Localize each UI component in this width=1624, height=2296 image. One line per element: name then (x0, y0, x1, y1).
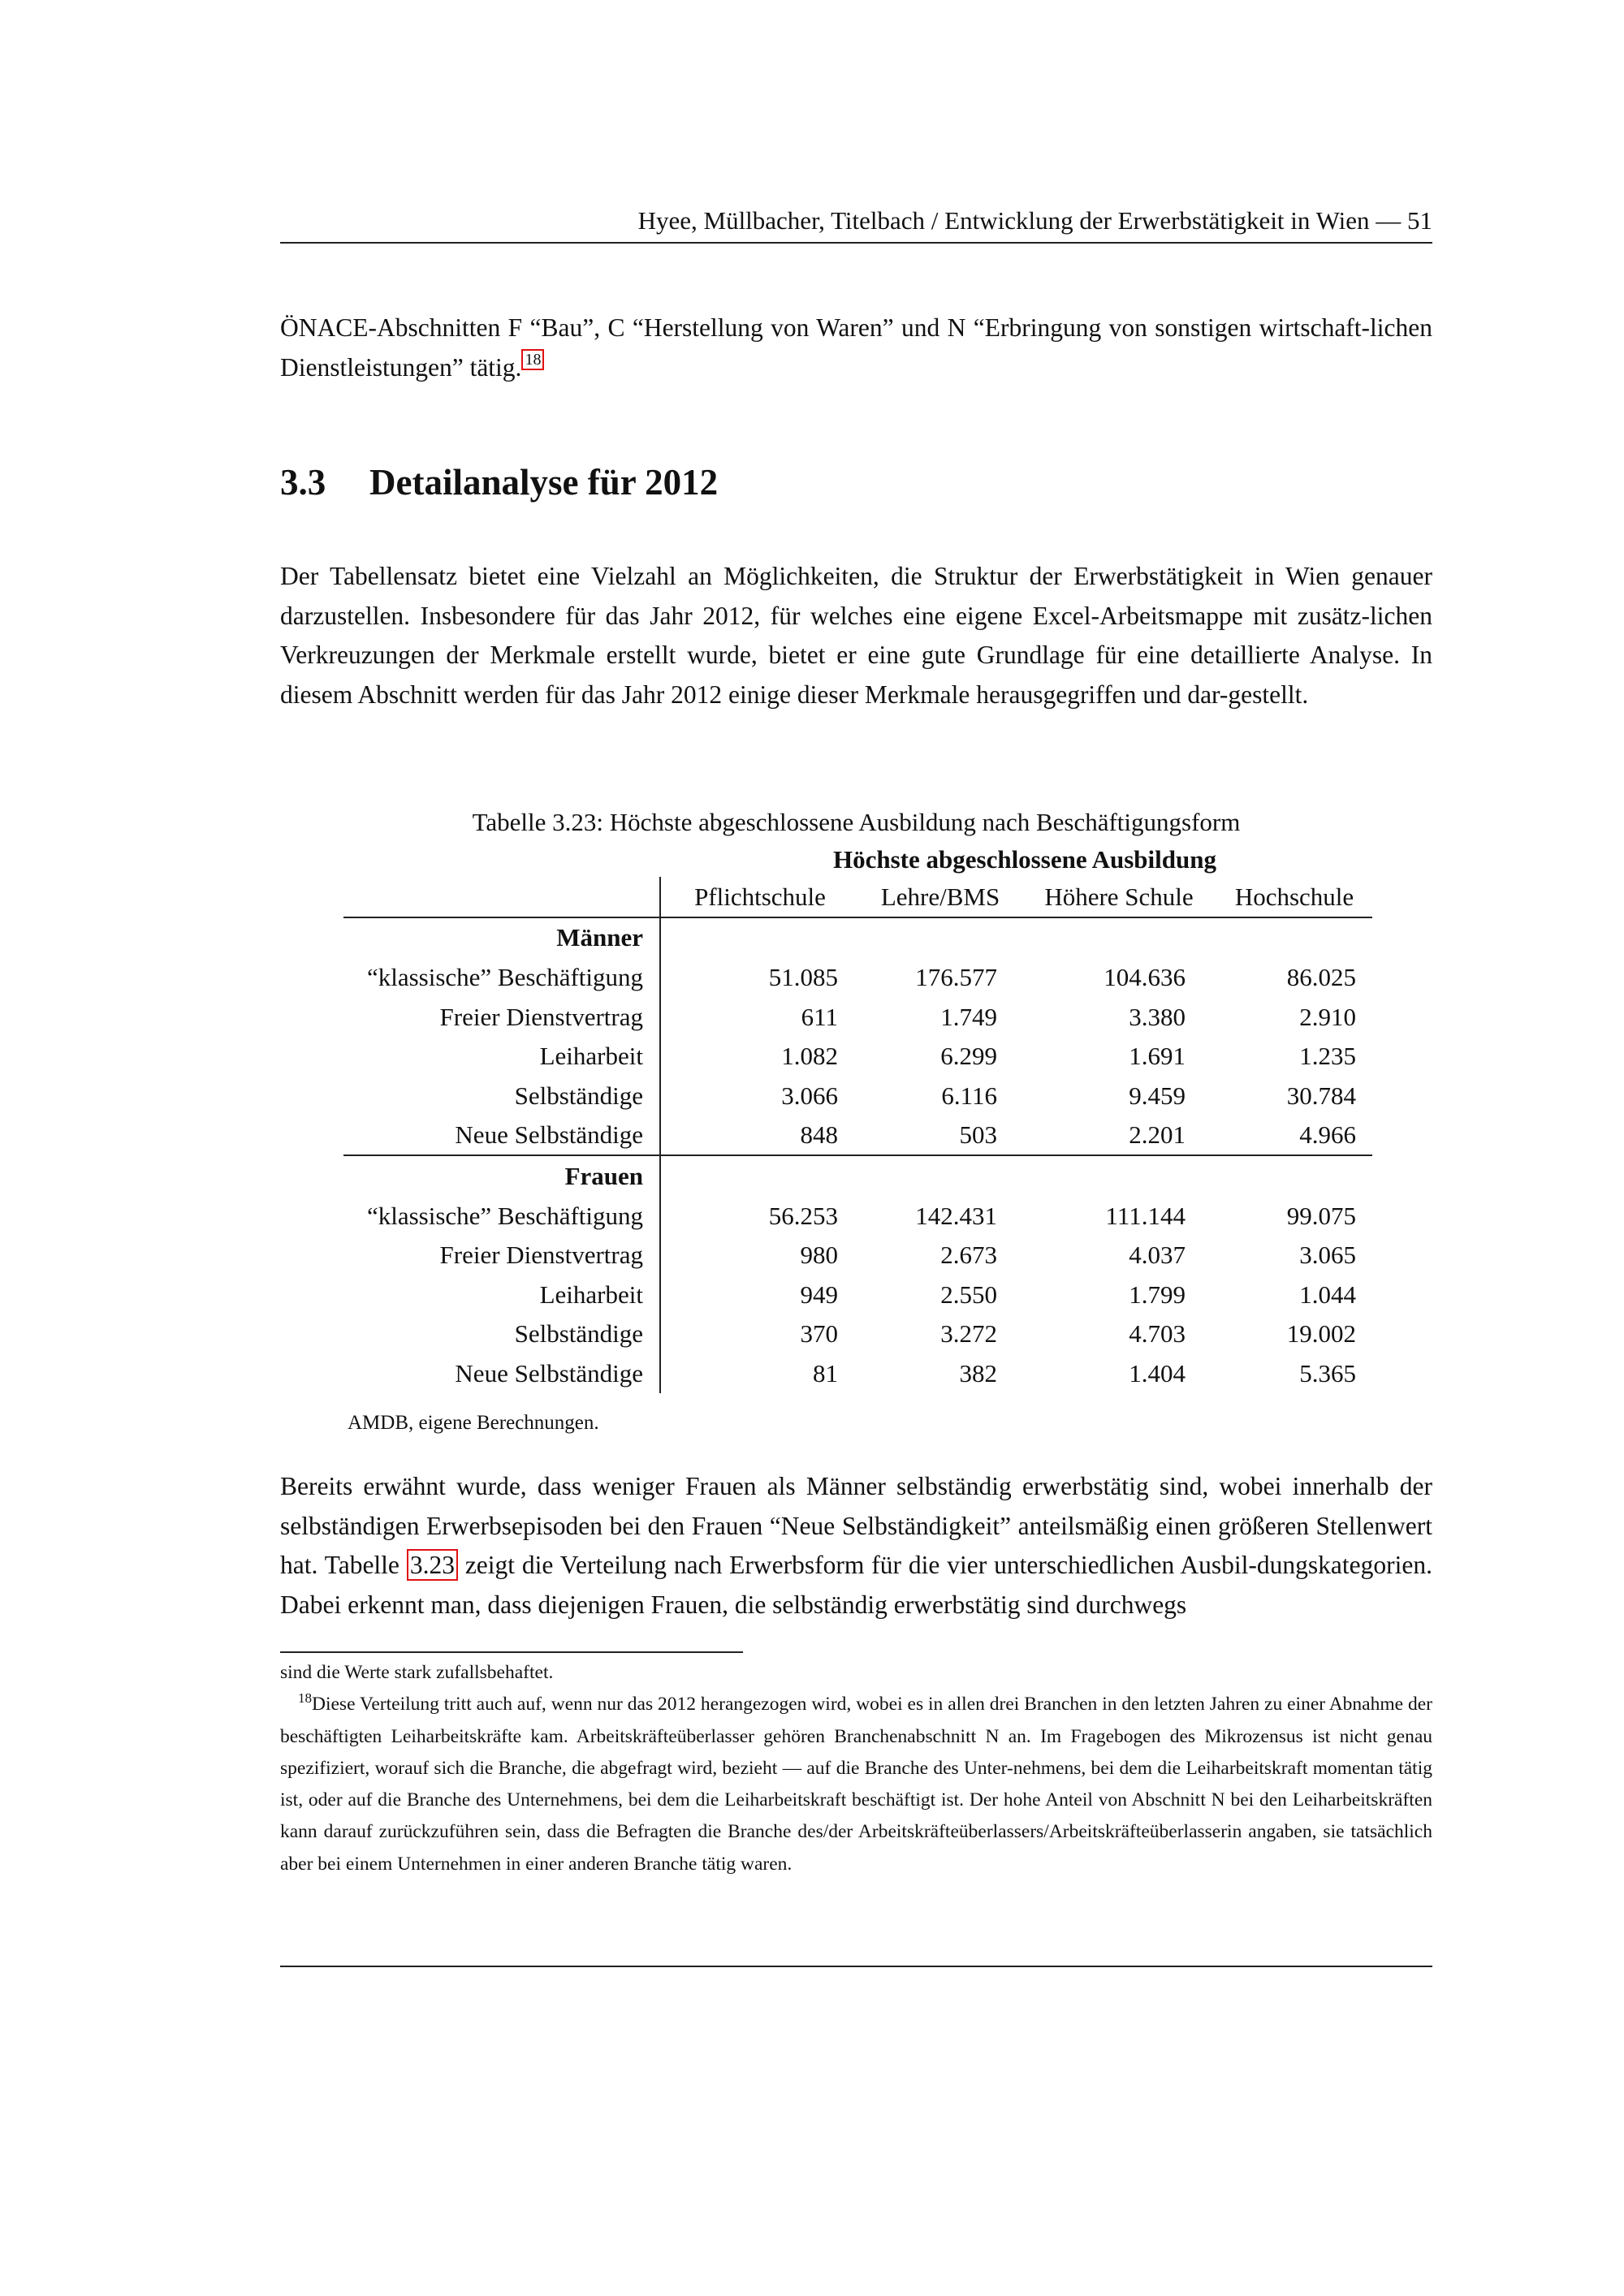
footnotes (280, 1657, 1432, 1880)
row-label: Neue Selbständige (343, 1353, 660, 1393)
table-row (343, 997, 1372, 1037)
cell: 4.037 (1129, 1241, 1186, 1270)
cell: 3.272 (940, 1319, 997, 1349)
cell: 5.365 (1299, 1358, 1356, 1388)
cell: 30.784 (1286, 1081, 1356, 1110)
cell: 1.691 (1129, 1042, 1186, 1071)
cell: 99.075 (1286, 1201, 1356, 1230)
cell: 4.966 (1216, 1116, 1372, 1156)
cell: 611 (801, 1002, 838, 1031)
row-label: “klassische” Beschäftigung (343, 1196, 660, 1236)
cell: 382 (959, 1358, 997, 1388)
cell: 980 (800, 1241, 838, 1270)
cell: 176.577 (915, 962, 997, 991)
row-label: Leiharbeit (343, 1275, 660, 1314)
table-row (343, 1076, 1372, 1116)
cell: 1.082 (781, 1042, 838, 1071)
cell: 51.085 (768, 962, 838, 991)
cell: 81 (813, 1358, 838, 1388)
running-header (280, 203, 1432, 244)
group-row-frauen (343, 1155, 1372, 1196)
cell: 111.144 (1105, 1201, 1186, 1230)
group-label: Frauen (343, 1155, 660, 1196)
footnote-rule (280, 1651, 743, 1653)
column-header: Hochschule (1216, 877, 1372, 917)
table-row (343, 1314, 1372, 1354)
table-row (343, 957, 1372, 997)
cell: 6.116 (941, 1081, 997, 1110)
cell: 1.749 (940, 1002, 997, 1031)
cell: 2.910 (1299, 1002, 1356, 1031)
table-row (343, 1275, 1372, 1314)
bottom-rule (280, 1966, 1432, 1967)
row-label: Selbständige (343, 1314, 660, 1354)
row-label: Neue Selbständige (343, 1116, 660, 1156)
cell: 370 (800, 1319, 838, 1349)
group-label: Männer (343, 917, 660, 958)
footnote-18 (280, 1689, 1432, 1880)
table-source-note: AMDB, eigene Berechnungen. (348, 1412, 599, 1434)
row-label: Freier Dienstvertrag (343, 997, 660, 1037)
group-row-maenner (343, 917, 1372, 958)
table-row (343, 1196, 1372, 1236)
cell: 2.201 (1021, 1116, 1216, 1156)
table-ref-link[interactable]: 3.23 (407, 1549, 458, 1581)
column-header: Pflichtschule (660, 877, 859, 917)
cell: 3.065 (1299, 1241, 1356, 1270)
cell: 104.636 (1104, 962, 1186, 991)
paragraph2-after: zeigt die Verteilung nach Erwerbsform für die vier unterschiedlichen Ausbil-dungskategorien. Dabei erkennt man, dass diejenigen Frauen, die selbständig erwerbstätig sind durchwegs (280, 1551, 1432, 1619)
row-label: “klassische” Beschäftigung (343, 957, 660, 997)
table-row (343, 1235, 1372, 1275)
running-title: Hyee, Müllbacher, Titelbach / Entwicklung der Erwerbstätigkeit in Wien — 51 (637, 206, 1432, 235)
cell: 3.066 (781, 1081, 838, 1110)
row-label: Selbständige (343, 1076, 660, 1116)
table-group-header: Höchste abgeschlossene Ausbildung (833, 845, 1216, 874)
section-heading (280, 464, 718, 501)
cell: 1.799 (1129, 1280, 1186, 1309)
table-row (343, 1116, 1372, 1156)
cell: 3.380 (1129, 1002, 1186, 1031)
section-number: 3.3 (280, 462, 326, 503)
cell: 86.025 (1286, 962, 1356, 991)
cell: 56.253 (768, 1201, 838, 1230)
cell: 503 (859, 1116, 1021, 1156)
column-header: Lehre/BMS (859, 877, 1021, 917)
footnote-18-text: Diese Verteilung tritt auch auf, wenn nur das 2012 herangezogen wird, wobei es in allen drei Branchen in den letzten Jahren zu einer Abnahme der beschäftigten Leiharbeitskräfte kam. Arbeitskräfteüberlasser gehören Branchenabschnitt N an. Im Fragebogen des Mikrozensus ist nicht genau spezifiziert, worauf sich die Branche, die abgefragt wird, bezieht — auf die Branche des Unter-nehmens, bei dem die Leiharbeitskraft momentan tätig ist, oder auf die Branche des Unternehmens, bei dem die Leiharbeitskraft beschäftigt ist. Der hohe Anteil von Abschnitt N bei den Leiharbeitskräften kann darauf zurückzuführen sein, dass die Befragten die Branche des/der Arbeitskräfteüberlassers/Arbeitskräfteüberlasserin angaben, sie tatsächlich aber bei einem Unternehmen in einer anderen Branche tätig waren. (280, 1694, 1432, 1875)
cell: 9.459 (1129, 1081, 1186, 1110)
cell: 1.404 (1129, 1358, 1186, 1388)
cell: 6.299 (940, 1042, 997, 1071)
cell: 19.002 (1286, 1319, 1356, 1349)
cell: 949 (800, 1280, 838, 1309)
footnote-link-18[interactable]: 18 (521, 349, 544, 370)
table-caption: Tabelle 3.23: Höchste abgeschlossene Ausbildung nach Beschäftigungsform (472, 808, 1241, 836)
header-corner (343, 877, 660, 917)
cell: 2.550 (940, 1280, 997, 1309)
cell: 2.673 (940, 1241, 997, 1270)
body-paragraph-2 (280, 1467, 1432, 1625)
table-row (343, 1036, 1372, 1076)
footnote-continuation: sind die Werte stark zufallsbehaftet. (280, 1662, 554, 1683)
row-label: Freier Dienstvertrag (343, 1235, 660, 1275)
table-header-row (343, 877, 1372, 917)
education-table (343, 877, 1372, 1393)
cell: 4.703 (1129, 1319, 1186, 1349)
footnote-mark: 18 (298, 1690, 312, 1707)
row-label: Leiharbeit (343, 1036, 660, 1076)
intro-paragraph (280, 309, 1432, 387)
cell: 142.431 (915, 1201, 997, 1230)
cell: 1.044 (1299, 1280, 1356, 1309)
column-header: Höhere Schule (1021, 877, 1216, 917)
body-paragraph-1: Der Tabellensatz bietet eine Vielzahl an Möglichkeiten, die Struktur der Erwerbstätigkeit in Wien genauer darzustellen. Insbesondere für das Jahr 2012, für welches eine eigene Excel-Arbeitsmappe mit zusätz-lichen Verkreuzungen der Merkmale erstellt wurde, bietet er eine gute Grundlage für eine detaillierte Analyse. In diesem Abschnitt werden für das Jahr 2012 einige dieser Merkmale herausgegriffen und dar-gestellt. (280, 562, 1432, 709)
paragraph2-before: Bereits erwähnt wurde, dass weniger Frauen als Männer selbständig erwerbstätig sind, wobei innerhalb der selbständigen Erwerbsepisoden bei den Frauen “Neue Selbständigkeit” anteilsmäßig einen größeren Stellenwert hat. Tabelle (280, 1472, 1432, 1579)
table-row (343, 1353, 1372, 1393)
section-title: Detailanalyse für 2012 (369, 462, 719, 503)
cell: 848 (660, 1116, 859, 1156)
intro-text: ÖNACE-Abschnitten F “Bau”, C “Herstellung von Waren” und N “Erbringung von sonstigen wirtschaft-lichen Dienstleistungen” tätig. (280, 313, 1432, 382)
cell: 1.235 (1299, 1042, 1356, 1071)
